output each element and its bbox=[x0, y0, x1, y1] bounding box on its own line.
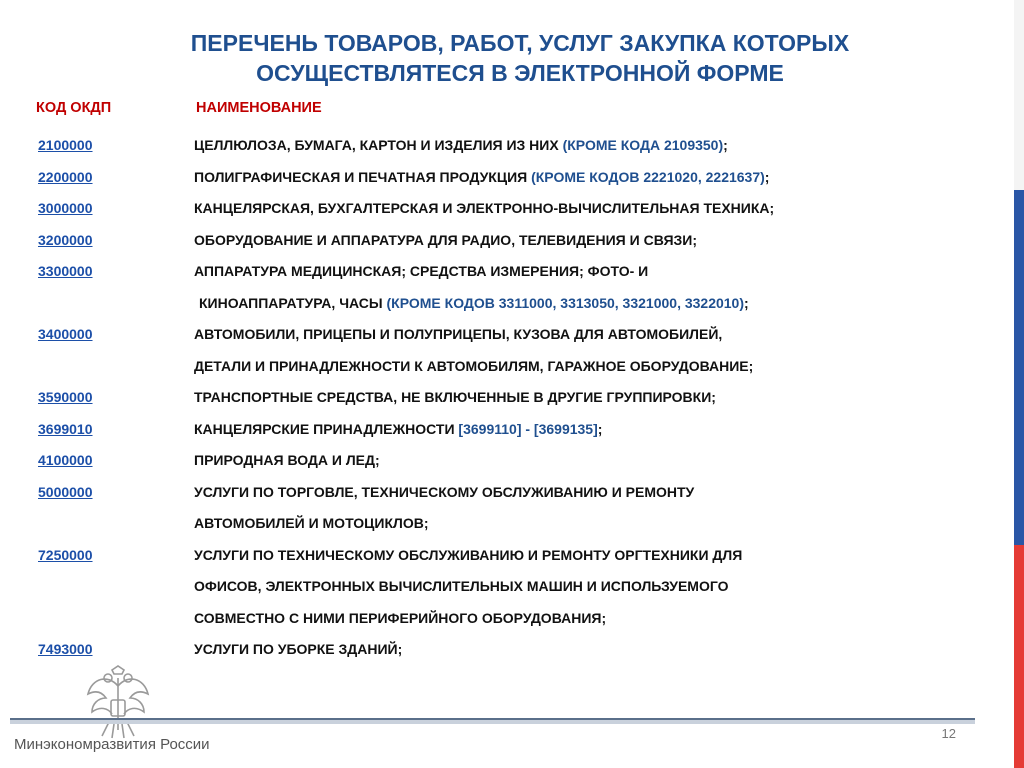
list-item bbox=[0, 383, 1000, 415]
item-text: АВТОМОБИЛЕЙ И МОТОЦИКЛОВ; bbox=[194, 515, 429, 531]
item-punctuation: ; bbox=[744, 294, 749, 311]
okdp-code-link[interactable]: 3400000 bbox=[38, 326, 93, 342]
double-headed-eagle-icon bbox=[78, 664, 158, 744]
list-item bbox=[0, 478, 1000, 541]
item-punctuation: ; bbox=[723, 137, 728, 153]
item-line bbox=[0, 163, 1000, 195]
footer-divider-shadow bbox=[10, 720, 975, 724]
item-name bbox=[194, 578, 729, 594]
item-text: УСЛУГИ ПО УБОРКЕ ЗДАНИЙ; bbox=[194, 641, 403, 657]
item-name bbox=[194, 515, 429, 531]
flag-stripe-blue bbox=[1014, 190, 1024, 545]
item-punctuation: ; bbox=[764, 168, 770, 185]
item-name bbox=[194, 452, 380, 468]
okdp-code-link[interactable]: 7250000 bbox=[38, 546, 93, 563]
item-line bbox=[0, 478, 1000, 510]
item-name bbox=[194, 641, 402, 657]
page-number: 12 bbox=[941, 726, 956, 741]
list-item bbox=[0, 541, 1000, 636]
item-line bbox=[0, 415, 1000, 447]
okdp-code-link[interactable]: 5000000 bbox=[38, 483, 93, 500]
item-line bbox=[0, 572, 1000, 604]
item-line bbox=[0, 352, 1000, 384]
item-exclusion: [3699110] - [3699135] bbox=[458, 420, 598, 437]
ministry-name: Минэкономразвития России bbox=[14, 736, 210, 753]
list-item bbox=[0, 446, 1000, 478]
item-name bbox=[194, 263, 648, 279]
item-name bbox=[194, 358, 753, 374]
item-line bbox=[0, 446, 1000, 478]
item-exclusion: (КРОМЕ КОДОВ 2221020, 2221637) bbox=[531, 168, 765, 185]
item-name bbox=[194, 200, 774, 216]
item-line bbox=[0, 131, 1000, 163]
item-line bbox=[0, 383, 1000, 415]
okdp-code-link[interactable]: 3200000 bbox=[38, 231, 93, 248]
item-line bbox=[0, 257, 1000, 289]
list-item bbox=[0, 635, 1000, 667]
goods-list bbox=[0, 131, 1000, 667]
okdp-code-link[interactable]: 2200000 bbox=[38, 168, 93, 185]
list-item bbox=[0, 163, 1000, 195]
item-text: ТРАНСПОРТНЫЕ СРЕДСТВА, НЕ ВКЛЮЧЕННЫЕ В ДРУГИЕ ГРУППИРОВКИ; bbox=[194, 389, 716, 405]
item-name bbox=[194, 421, 602, 437]
item-line bbox=[0, 226, 1000, 258]
item-text: УСЛУГИ ПО ТЕХНИЧЕСКОМУ ОБСЛУЖИВАНИЮ И РЕМОНТУ ОРГТЕХНИКИ ДЛЯ bbox=[194, 546, 743, 563]
list-item bbox=[0, 226, 1000, 258]
item-name bbox=[194, 547, 742, 563]
item-line bbox=[0, 289, 1000, 321]
column-header-name: НАИМЕНОВАНИЕ bbox=[196, 100, 322, 116]
list-item bbox=[0, 194, 1000, 226]
list-item bbox=[0, 131, 1000, 163]
column-header-code: КОД ОКДП bbox=[36, 100, 112, 116]
item-name bbox=[194, 389, 716, 405]
item-line bbox=[0, 604, 1000, 636]
item-text: УСЛУГИ ПО ТОРГОВЛЕ, ТЕХНИЧЕСКОМУ ОБСЛУЖИВАНИЮ И РЕМОНТУ bbox=[194, 483, 695, 500]
slide-title: ПЕРЕЧЕНЬ ТОВАРОВ, РАБОТ, УСЛУГ ЗАКУПКА КОТОРЫХ ОСУЩЕСТВЛЯТЕСЯ В ЭЛЕКТРОННОЙ ФОРМЕ bbox=[190, 30, 850, 86]
item-line bbox=[0, 509, 1000, 541]
item-name bbox=[194, 169, 769, 185]
item-text: ОФИСОВ, ЭЛЕКТРОННЫХ ВЫЧИСЛИТЕЛЬНЫХ МАШИН И ИСПОЛЬЗУЕМОГО bbox=[194, 578, 729, 594]
okdp-code-link[interactable]: 3699010 bbox=[38, 420, 93, 437]
item-text: КИНОАППАРАТУРА, ЧАСЫ bbox=[199, 294, 387, 311]
item-text: ЦЕЛЛЮЛОЗА, БУМАГА, КАРТОН И ИЗДЕЛИЯ ИЗ НИХ bbox=[194, 137, 563, 153]
list-item bbox=[0, 257, 1000, 320]
item-text: КАНЦЕЛЯРСКАЯ, БУХГАЛТЕРСКАЯ И ЭЛЕКТРОННО-ВЫЧИСЛИТЕЛЬНАЯ ТЕХНИКА; bbox=[194, 200, 775, 216]
item-exclusion: (КРОМЕ КОДА 2109350) bbox=[562, 137, 724, 153]
flag-stripe-white bbox=[1014, 0, 1024, 190]
list-item bbox=[0, 415, 1000, 447]
item-name bbox=[194, 326, 722, 342]
item-name bbox=[194, 484, 694, 500]
okdp-code-link[interactable]: 7493000 bbox=[38, 641, 93, 657]
item-name bbox=[194, 610, 606, 626]
okdp-code-link[interactable]: 4100000 bbox=[38, 452, 93, 468]
flag-stripe-red bbox=[1014, 545, 1024, 768]
item-line bbox=[0, 194, 1000, 226]
item-name bbox=[194, 232, 697, 248]
item-text: ПОЛИГРАФИЧЕСКАЯ И ПЕЧАТНАЯ ПРОДУКЦИЯ bbox=[194, 168, 532, 185]
item-text: СОВМЕСТНО С НИМИ ПЕРИФЕРИЙНОГО ОБОРУДОВАНИЯ; bbox=[194, 609, 607, 626]
item-line bbox=[0, 635, 1000, 667]
list-item bbox=[0, 320, 1000, 383]
item-text: ПРИРОДНАЯ ВОДА И ЛЕД; bbox=[194, 452, 380, 468]
item-text: АВТОМОБИЛИ, ПРИЦЕПЫ И ПОЛУПРИЦЕПЫ, КУЗОВА ДЛЯ АВТОМОБИЛЕЙ, bbox=[194, 326, 723, 342]
item-text: ОБОРУДОВАНИЕ И АППАРАТУРА ДЛЯ РАДИО, ТЕЛЕВИДЕНИЯ И СВЯЗИ; bbox=[194, 231, 698, 248]
item-name bbox=[194, 295, 749, 311]
item-exclusion: (КРОМЕ КОДОВ 3311000, 3313050, 3321000, 3322010) bbox=[386, 294, 745, 311]
item-text: ДЕТАЛИ И ПРИНАДЛЕЖНОСТИ К АВТОМОБИЛЯМ, ГАРАЖНОЕ ОБОРУДОВАНИЕ; bbox=[194, 357, 754, 374]
item-text: КАНЦЕЛЯРСКИЕ ПРИНАДЛЕЖНОСТИ bbox=[194, 420, 459, 437]
item-line bbox=[0, 320, 1000, 352]
okdp-code-link[interactable]: 3300000 bbox=[38, 263, 93, 279]
item-line bbox=[0, 541, 1000, 573]
item-text: АППАРАТУРА МЕДИЦИНСКАЯ; СРЕДСТВА ИЗМЕРЕНИЯ; ФОТО- И bbox=[194, 263, 649, 279]
okdp-code-link[interactable]: 3000000 bbox=[38, 200, 93, 216]
okdp-code-link[interactable]: 2100000 bbox=[38, 137, 93, 153]
okdp-code-link[interactable]: 3590000 bbox=[38, 389, 93, 405]
item-punctuation: ; bbox=[597, 420, 603, 437]
item-name bbox=[194, 137, 728, 153]
